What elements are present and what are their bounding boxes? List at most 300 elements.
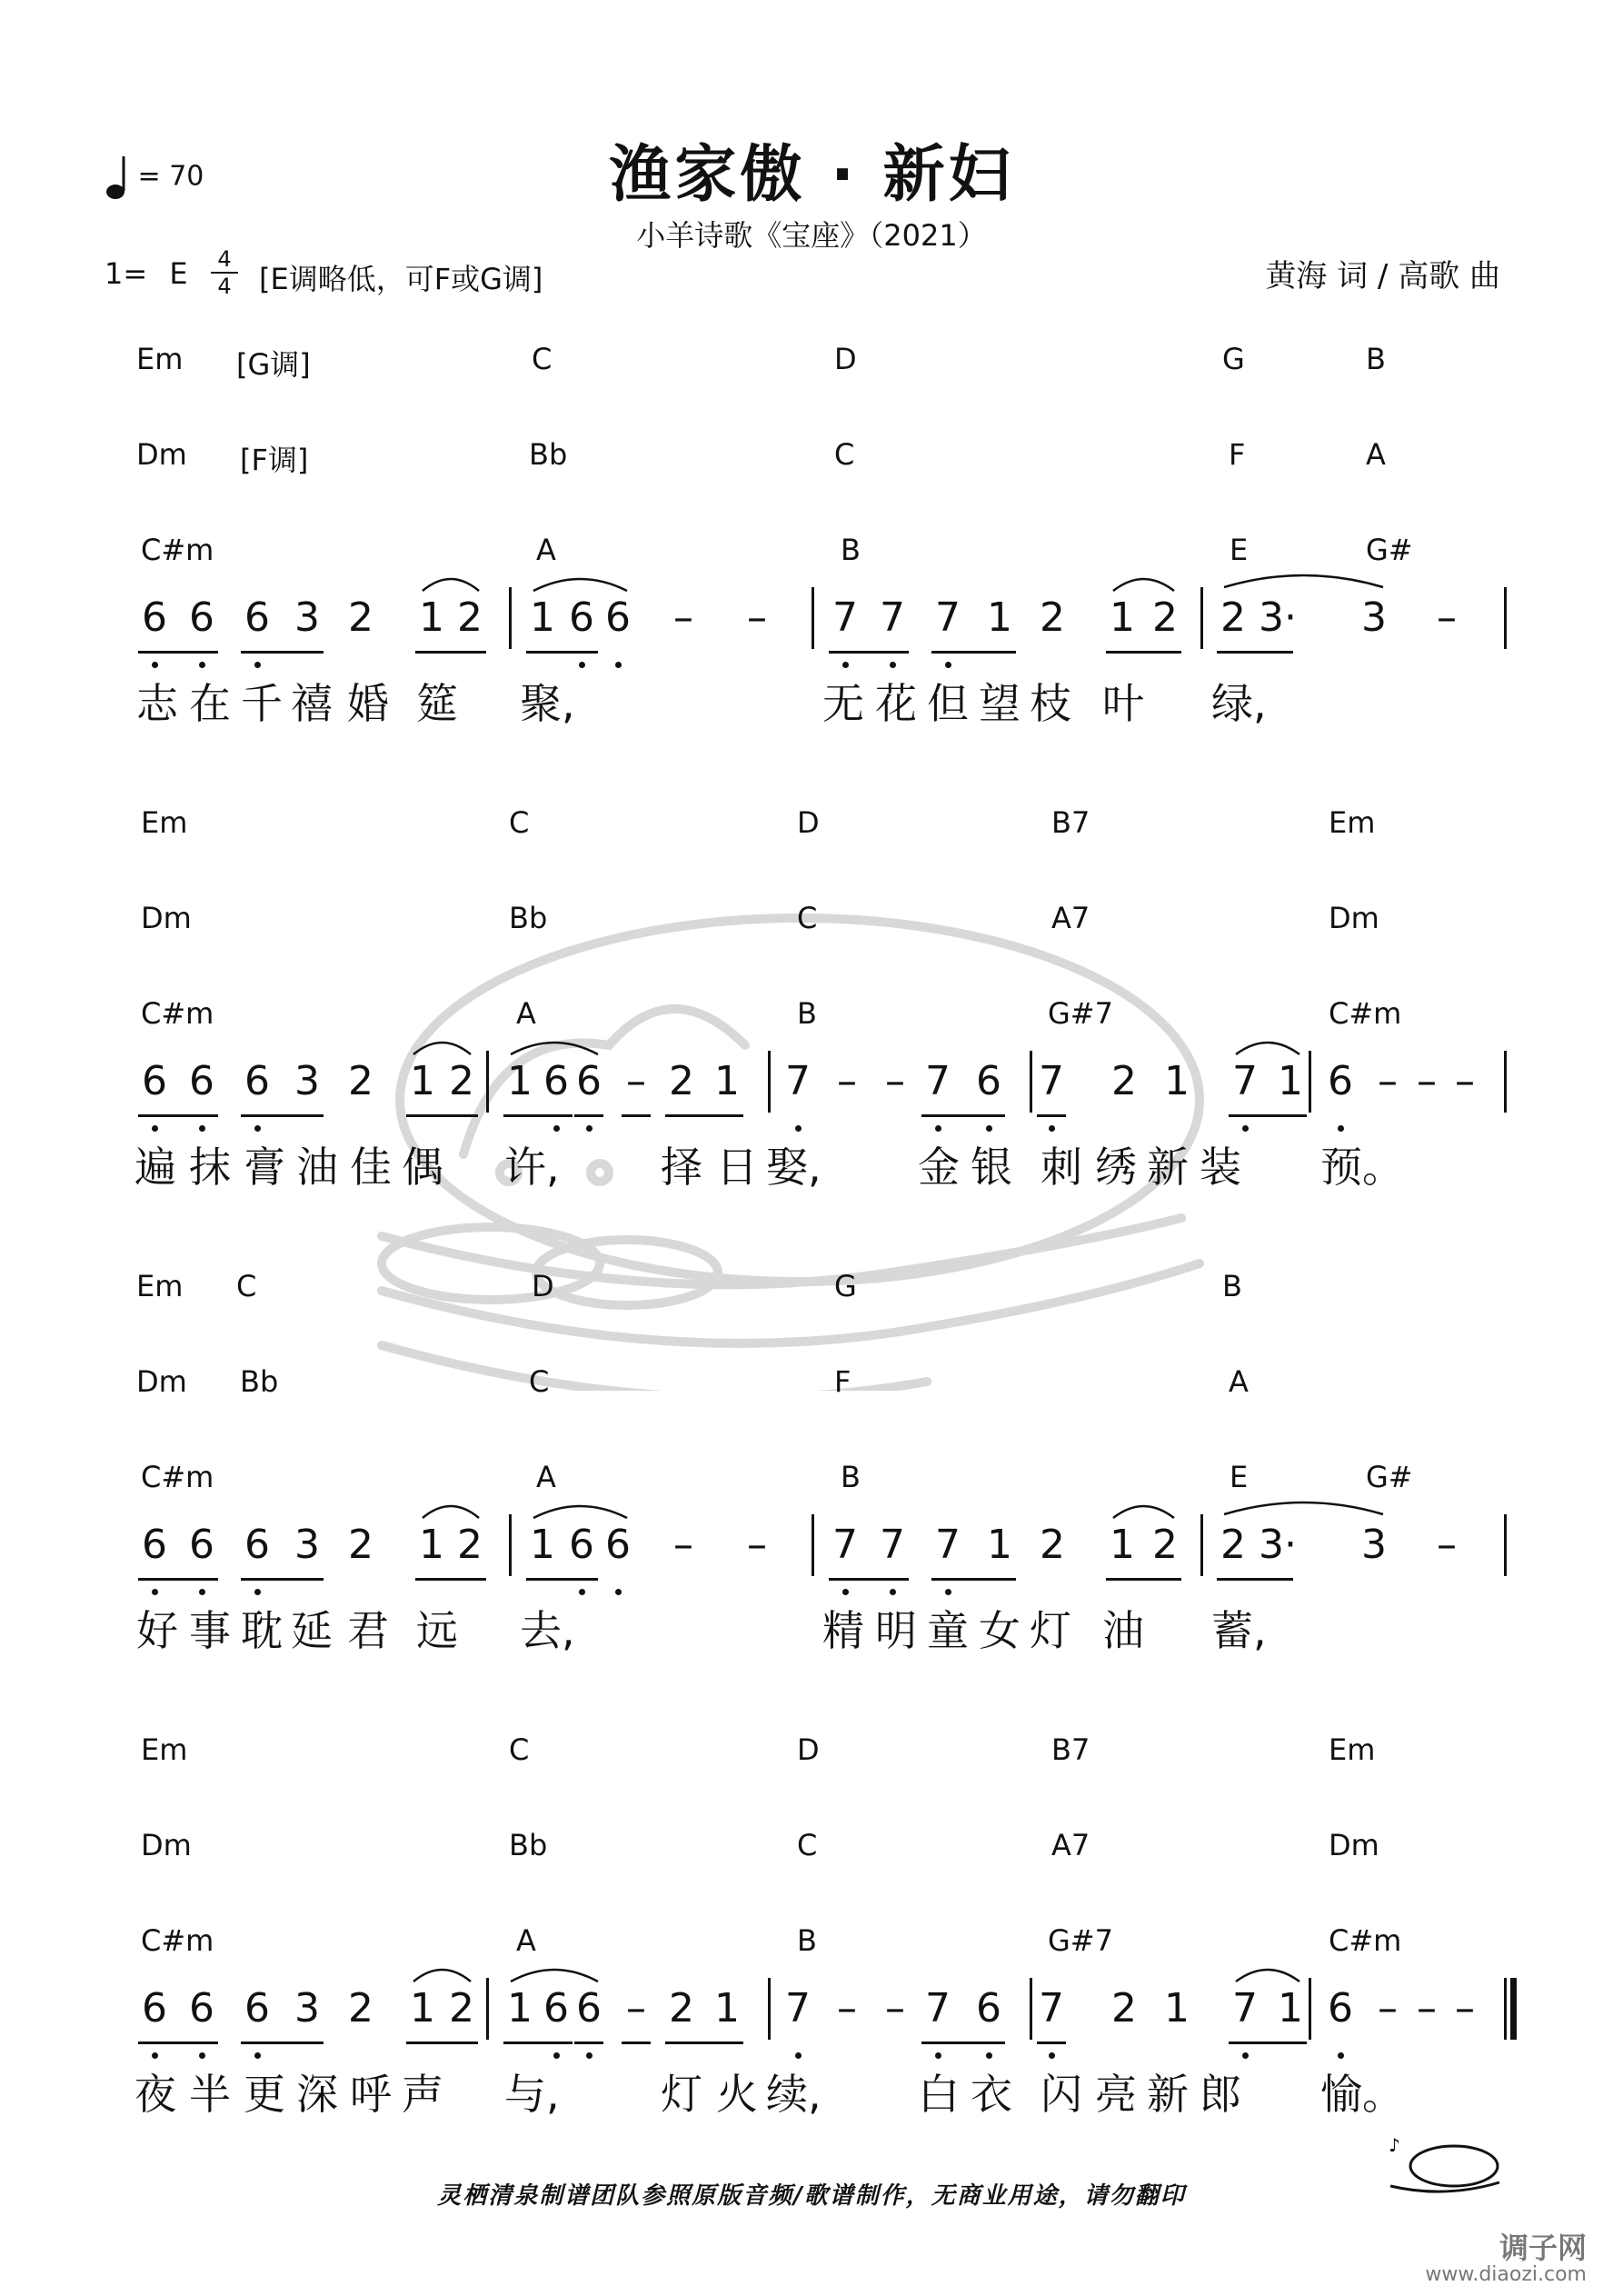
note-digit: 2 bbox=[669, 1985, 694, 2031]
low-octave-dot bbox=[615, 662, 622, 668]
chord-e-label: G#7 bbox=[1048, 1923, 1113, 1958]
note-digit: 6 bbox=[605, 594, 631, 641]
note-digit: 2 bbox=[457, 594, 483, 641]
lyric-char: 耽 bbox=[241, 1606, 283, 1655]
low-octave-dot bbox=[945, 1589, 951, 1595]
lyric-char: 油 bbox=[1102, 1606, 1144, 1655]
bar-line bbox=[812, 587, 814, 649]
note-digit: – bbox=[1455, 1985, 1475, 2031]
note-digit: 6 bbox=[605, 1522, 631, 1568]
chord-f-label: F bbox=[1229, 437, 1246, 472]
chord-e-label: G#7 bbox=[1048, 996, 1113, 1031]
lyric-char: 绣 bbox=[1095, 1143, 1137, 1192]
note-digit: 1 bbox=[530, 594, 555, 641]
eighth-note-beam bbox=[415, 1578, 486, 1581]
lyric-char: 夜 bbox=[134, 2070, 176, 2119]
low-octave-dot bbox=[199, 662, 205, 668]
eighth-note-beam bbox=[665, 2041, 743, 2044]
low-octave-dot bbox=[945, 662, 951, 668]
note-digit: 2 bbox=[348, 594, 373, 641]
low-octave-dot bbox=[935, 2052, 941, 2059]
eighth-note-beam bbox=[526, 1578, 598, 1581]
slur bbox=[423, 1506, 479, 1518]
note-digit: 6 bbox=[576, 1058, 602, 1104]
composer-credit: 黄海 词 / 高歌 曲 bbox=[1265, 258, 1500, 294]
low-octave-dot bbox=[1049, 1125, 1055, 1132]
note-digit: 7 bbox=[1039, 1058, 1064, 1104]
lyric-char: 佳 bbox=[350, 1143, 392, 1192]
note-digit: – bbox=[1417, 1985, 1437, 2031]
note-digit: – bbox=[1437, 594, 1457, 641]
chord-f-label: C bbox=[797, 1828, 818, 1862]
bar-line bbox=[1200, 1514, 1203, 1576]
lyric-char: 远 bbox=[416, 1606, 458, 1655]
note-digit: 6 bbox=[244, 594, 270, 641]
note-digit: 1 bbox=[1278, 1058, 1303, 1104]
eighth-note-beam bbox=[574, 2041, 603, 2044]
lyric-char: 半 bbox=[189, 2070, 231, 2119]
chord-f-label: A7 bbox=[1051, 901, 1090, 935]
lyric-char: 更 bbox=[244, 2070, 285, 2119]
chord-e-label: C#m bbox=[141, 533, 214, 567]
note-digit: 6 bbox=[543, 1058, 569, 1104]
key-signature bbox=[105, 246, 543, 299]
lyric-char: 亮 bbox=[1095, 2070, 1137, 2119]
note-digit: 1 bbox=[1110, 1522, 1135, 1568]
chord-g-label: Em bbox=[136, 342, 184, 376]
slur bbox=[533, 1506, 627, 1518]
note-digit: 6 bbox=[244, 1058, 270, 1104]
chord-g-label: C bbox=[509, 805, 530, 840]
note-digit: 3 bbox=[294, 1058, 320, 1104]
chord-e-label: C#m bbox=[1329, 1923, 1402, 1958]
low-octave-dot bbox=[199, 1125, 205, 1132]
note-digit: – bbox=[885, 1985, 905, 2031]
eighth-note-beam bbox=[1106, 651, 1181, 654]
note-digit: 2 bbox=[457, 1522, 483, 1568]
note-digit: 2 bbox=[669, 1058, 694, 1104]
note-digit: 1 bbox=[1278, 1985, 1303, 2031]
song-subtitle: 小羊诗歌《宝座》（2021） bbox=[636, 218, 987, 253]
chord-g-label: C bbox=[509, 1732, 530, 1767]
lyric-char: 呼 bbox=[350, 2070, 392, 2119]
note-digit: 7 bbox=[832, 1522, 858, 1568]
chord-g-label: B7 bbox=[1051, 805, 1090, 840]
chord-e-label: E bbox=[1230, 533, 1249, 567]
eighth-note-beam bbox=[138, 1114, 218, 1117]
slur bbox=[533, 579, 627, 591]
lyric-char: 但 bbox=[927, 679, 969, 728]
eighth-note-beam bbox=[931, 1578, 1016, 1581]
chord-g-label: [G调] bbox=[236, 347, 311, 382]
note-digit: – bbox=[747, 594, 767, 641]
low-octave-dot bbox=[553, 2052, 560, 2059]
final-bar-line bbox=[1510, 1978, 1517, 2040]
eighth-note-beam bbox=[1229, 1114, 1307, 1117]
chord-e-label: B bbox=[797, 996, 817, 1031]
low-octave-dot bbox=[152, 662, 158, 668]
lyric-char: 愉。 bbox=[1320, 2070, 1404, 2119]
lyric-char: 遍 bbox=[134, 1143, 176, 1192]
slur bbox=[1236, 1043, 1299, 1054]
lyric-char: 膏 bbox=[244, 1143, 285, 1192]
note-digit: – bbox=[1417, 1058, 1437, 1104]
lyric-char: 无 bbox=[822, 679, 864, 728]
slur bbox=[1113, 579, 1174, 591]
chord-g-label: Em bbox=[141, 1732, 188, 1767]
note-digit: 6 bbox=[244, 1522, 270, 1568]
lyric-char: 闪 bbox=[1041, 2070, 1082, 2119]
note-digit: 1 bbox=[530, 1522, 555, 1568]
chord-f-label: C bbox=[797, 901, 818, 935]
footer-note: 灵栖清泉制谱团队参照原版音频/歌谱制作，无商业用途，请勿翻印 bbox=[437, 2182, 1186, 2210]
eighth-note-beam bbox=[622, 1114, 651, 1117]
note-digit: 6 bbox=[543, 1985, 569, 2031]
lyric-char: 蓄, bbox=[1211, 1606, 1267, 1655]
low-octave-dot bbox=[199, 2052, 205, 2059]
note-digit: 7 bbox=[1232, 1058, 1258, 1104]
lyric-char: 续, bbox=[766, 2070, 821, 2119]
lyric-char: 望 bbox=[979, 679, 1021, 728]
note-digit: 6 bbox=[189, 1985, 214, 2031]
low-octave-dot bbox=[935, 1125, 941, 1132]
note-digit: – bbox=[1378, 1985, 1398, 2031]
bar-line bbox=[1030, 1978, 1032, 2040]
bar-line bbox=[1030, 1051, 1032, 1113]
note-digit: 1 bbox=[1164, 1058, 1190, 1104]
chord-f-label: [F调] bbox=[240, 443, 309, 477]
note-digit: 3· bbox=[1259, 1522, 1297, 1568]
note-digit: 7 bbox=[925, 1058, 951, 1104]
note-digit: 3 bbox=[294, 1985, 320, 2031]
lyric-char: 新 bbox=[1147, 2070, 1189, 2119]
note-digit: 1 bbox=[410, 1985, 435, 2031]
note-digit: 7 bbox=[1039, 1985, 1064, 2031]
site-name: 调子网 bbox=[1499, 2231, 1587, 2265]
note-digit: – bbox=[673, 594, 693, 641]
lyric-char: 油 bbox=[296, 1143, 338, 1192]
low-octave-dot bbox=[586, 2052, 592, 2059]
lyric-char: 白 bbox=[918, 2070, 960, 2119]
bar-line bbox=[1504, 1514, 1507, 1576]
lyric-char: 筵 bbox=[416, 679, 458, 728]
low-octave-dot bbox=[254, 1125, 261, 1132]
lyric-char: 灯 bbox=[661, 2070, 702, 2119]
note-digit: 3 bbox=[1361, 594, 1387, 641]
note-digit: 6 bbox=[189, 594, 214, 641]
low-octave-dot bbox=[152, 1589, 158, 1595]
chord-f-label: Bb bbox=[529, 437, 568, 472]
chord-g-label: D bbox=[532, 1269, 554, 1303]
low-octave-dot bbox=[579, 662, 585, 668]
low-octave-dot bbox=[986, 1125, 992, 1132]
note-digit: 7 bbox=[785, 1058, 811, 1104]
chord-g-label: Em bbox=[136, 1269, 184, 1303]
lyric-char: 精 bbox=[822, 1606, 864, 1655]
time-signature bbox=[211, 247, 238, 298]
chord-f-label: Dm bbox=[136, 1364, 187, 1399]
bar-line bbox=[768, 1978, 771, 2040]
low-octave-dot bbox=[254, 1589, 261, 1595]
chord-f-label: F bbox=[834, 1364, 851, 1399]
low-octave-dot bbox=[152, 2052, 158, 2059]
eighth-note-beam bbox=[415, 651, 486, 654]
lyric-char: 花 bbox=[875, 679, 917, 728]
chord-e-label: A bbox=[536, 1460, 556, 1494]
low-octave-dot bbox=[1242, 1125, 1249, 1132]
note-digit: 2 bbox=[1040, 1522, 1065, 1568]
eighth-note-beam bbox=[1037, 1114, 1066, 1117]
chord-g-label: D bbox=[797, 805, 820, 840]
note-digit: – bbox=[626, 1058, 646, 1104]
note-digit: 7 bbox=[935, 1522, 961, 1568]
lyric-char: 抹 bbox=[189, 1143, 231, 1192]
eighth-note-beam bbox=[1217, 651, 1293, 654]
low-octave-dot bbox=[1242, 2052, 1249, 2059]
lyric-char: 聚, bbox=[520, 679, 575, 728]
note-digit: 6 bbox=[142, 1522, 167, 1568]
note-digit: 7 bbox=[785, 1985, 811, 2031]
low-octave-dot bbox=[615, 1589, 622, 1595]
lyric-char: 事 bbox=[189, 1606, 231, 1655]
note-digit: 1 bbox=[714, 1985, 740, 2031]
lyric-char: 明 bbox=[875, 1606, 917, 1655]
low-octave-dot bbox=[199, 1589, 205, 1595]
note-digit: 7 bbox=[925, 1985, 951, 2031]
note-digit: – bbox=[1437, 1522, 1457, 1568]
note-digit: 3 bbox=[1361, 1522, 1387, 1568]
lyric-char: 偶 bbox=[402, 1143, 443, 1192]
eighth-note-beam bbox=[241, 651, 324, 654]
eighth-note-beam bbox=[1229, 2041, 1307, 2044]
eighth-note-beam bbox=[526, 651, 598, 654]
chord-f-label: Dm bbox=[141, 1828, 192, 1862]
note-digit: 6 bbox=[142, 594, 167, 641]
note-digit: 6 bbox=[189, 1058, 214, 1104]
chord-e-label: A bbox=[536, 533, 556, 567]
chord-g-label: G bbox=[1222, 342, 1245, 376]
slur bbox=[423, 579, 479, 591]
low-octave-dot bbox=[890, 1589, 896, 1595]
low-octave-dot bbox=[1049, 2052, 1055, 2059]
lyric-char: 千 bbox=[241, 679, 283, 728]
lyric-char: 预。 bbox=[1320, 1143, 1404, 1192]
key-note-text: [E调略低，可F或G调] bbox=[259, 262, 543, 296]
bar-line bbox=[1309, 1051, 1311, 1113]
lyric-char: 枝 bbox=[1030, 679, 1071, 728]
note-digit: 2 bbox=[1220, 1522, 1246, 1568]
note-digit: 1 bbox=[1110, 594, 1135, 641]
low-octave-dot bbox=[579, 1589, 585, 1595]
note-digit: 7 bbox=[1232, 1985, 1258, 2031]
low-octave-dot bbox=[254, 2052, 261, 2059]
note-digit: 7 bbox=[880, 1522, 905, 1568]
note-digit: 1 bbox=[987, 594, 1012, 641]
eighth-note-beam bbox=[406, 1114, 478, 1117]
lyric-char: 延 bbox=[291, 1606, 333, 1655]
lyric-char: 灯 bbox=[1030, 1606, 1071, 1655]
note-digit: 6 bbox=[142, 1058, 167, 1104]
eighth-note-beam bbox=[138, 1578, 218, 1581]
lyric-char: 君 bbox=[347, 1606, 389, 1655]
note-digit: 1 bbox=[1164, 1985, 1190, 2031]
note-digit: 6 bbox=[142, 1985, 167, 2031]
note-digit: 2 bbox=[1152, 594, 1178, 641]
eighth-note-beam bbox=[138, 651, 218, 654]
chord-g-label: D bbox=[834, 342, 857, 376]
chord-g-label: C bbox=[532, 342, 553, 376]
low-octave-dot bbox=[1338, 2052, 1344, 2059]
note-digit: 1 bbox=[419, 1522, 444, 1568]
lyric-char: 与, bbox=[504, 2070, 560, 2119]
eighth-note-beam bbox=[931, 651, 1016, 654]
note-digit: 6 bbox=[189, 1522, 214, 1568]
tempo-value: = 70 bbox=[137, 160, 204, 193]
low-octave-dot bbox=[795, 2052, 802, 2059]
time-denominator: 4 bbox=[217, 274, 232, 299]
svg-text:♪: ♪ bbox=[1389, 2134, 1400, 2156]
eighth-note-beam bbox=[503, 2041, 573, 2044]
chord-e-label: G# bbox=[1366, 1460, 1413, 1494]
note-digit: – bbox=[1455, 1058, 1475, 1104]
note-digit: 7 bbox=[935, 594, 961, 641]
chord-e-label: A bbox=[516, 996, 536, 1031]
slur bbox=[1113, 1506, 1174, 1518]
lyric-char: 禧 bbox=[291, 679, 333, 728]
note-digit: 7 bbox=[832, 594, 858, 641]
low-octave-dot bbox=[586, 1125, 592, 1132]
lyric-char: 日 bbox=[716, 1143, 758, 1192]
tie bbox=[1224, 1502, 1383, 1514]
chord-f-label: Dm bbox=[1329, 1828, 1379, 1862]
low-octave-dot bbox=[842, 662, 849, 668]
chord-f-label: Dm bbox=[1329, 901, 1379, 935]
lyric-char: 女 bbox=[979, 1606, 1021, 1655]
chord-g-label: B7 bbox=[1051, 1732, 1090, 1767]
bar-line bbox=[486, 1978, 489, 2040]
lyric-char: 声 bbox=[402, 2070, 443, 2119]
note-digit: 7 bbox=[880, 594, 905, 641]
lyric-char: 金 bbox=[918, 1143, 960, 1192]
note-digit: 3 bbox=[294, 1522, 320, 1568]
bar-line bbox=[509, 587, 512, 649]
low-octave-dot bbox=[1338, 1125, 1344, 1132]
song-title: 渔家傲 · 新妇 bbox=[609, 139, 1014, 211]
slur bbox=[1236, 1970, 1299, 1982]
note-digit: 6 bbox=[569, 594, 594, 641]
chord-g-label: B bbox=[1222, 1269, 1242, 1303]
chord-g-label: C bbox=[236, 1269, 257, 1303]
bar-line bbox=[509, 1514, 512, 1576]
eighth-note-beam bbox=[574, 1114, 603, 1117]
lyric-char: 装 bbox=[1200, 1143, 1241, 1192]
eighth-note-beam bbox=[138, 2041, 218, 2044]
eighth-note-beam bbox=[829, 651, 909, 654]
note-digit: – bbox=[1378, 1058, 1398, 1104]
note-digit: 3 bbox=[294, 594, 320, 641]
bar-line bbox=[1504, 1051, 1507, 1113]
lyric-char: 绿, bbox=[1211, 679, 1267, 728]
lyric-char: 银 bbox=[971, 1143, 1012, 1192]
eighth-note-beam bbox=[241, 1578, 324, 1581]
eighth-note-beam bbox=[241, 2041, 324, 2044]
chord-f-label: Bb bbox=[509, 1828, 548, 1862]
chord-e-label: C#m bbox=[1329, 996, 1402, 1031]
lyric-char: 好 bbox=[136, 1606, 178, 1655]
low-octave-dot bbox=[254, 662, 261, 668]
chord-f-label: A bbox=[1229, 1364, 1249, 1399]
lyric-char: 衣 bbox=[971, 2070, 1012, 2119]
eighth-note-beam bbox=[829, 1578, 909, 1581]
chord-e-label: B bbox=[797, 1923, 817, 1958]
note-digit: 2 bbox=[449, 1058, 474, 1104]
bar-line bbox=[1309, 1978, 1311, 2040]
eighth-note-beam bbox=[1106, 1578, 1181, 1581]
low-octave-dot bbox=[553, 1125, 560, 1132]
lyric-char: 志 bbox=[136, 679, 178, 728]
note-digit: 6 bbox=[1328, 1058, 1353, 1104]
chord-g-label: Em bbox=[1329, 1732, 1376, 1767]
chord-f-label: Dm bbox=[141, 901, 192, 935]
note-digit: 6 bbox=[1328, 1985, 1353, 2031]
note-digit: 2 bbox=[348, 1058, 373, 1104]
note-digit: 2 bbox=[348, 1985, 373, 2031]
chord-e-label: A bbox=[516, 1923, 536, 1958]
note-digit: 2 bbox=[348, 1522, 373, 1568]
note-digit: – bbox=[885, 1058, 905, 1104]
low-octave-dot bbox=[842, 1589, 849, 1595]
eighth-note-beam bbox=[622, 2041, 651, 2044]
note-digit: 1 bbox=[714, 1058, 740, 1104]
lyric-char: 火 bbox=[716, 2070, 758, 2119]
bar-line bbox=[812, 1514, 814, 1576]
note-digit: 1 bbox=[507, 1058, 533, 1104]
lyric-char: 许, bbox=[504, 1143, 560, 1192]
note-digit: 2 bbox=[1111, 1985, 1137, 2031]
note-digit: – bbox=[837, 1985, 857, 2031]
note-digit: 6 bbox=[576, 1985, 602, 2031]
chord-g-label: G bbox=[834, 1269, 857, 1303]
note-digit: – bbox=[673, 1522, 693, 1568]
note-digit: 2 bbox=[1152, 1522, 1178, 1568]
chord-e-label: C#m bbox=[141, 1923, 214, 1958]
eighth-note-beam bbox=[921, 1114, 1005, 1117]
chord-f-label: C bbox=[834, 437, 855, 472]
chord-e-label: C#m bbox=[141, 996, 214, 1031]
eighth-note-beam bbox=[241, 1114, 324, 1117]
lyric-char: 择 bbox=[661, 1143, 702, 1192]
note-digit: 6 bbox=[244, 1985, 270, 2031]
note-digit: 1 bbox=[419, 594, 444, 641]
note-digit: 6 bbox=[976, 1058, 1001, 1104]
lyric-char: 娶, bbox=[766, 1143, 821, 1192]
chord-g-label: Em bbox=[1329, 805, 1376, 840]
note-digit: 6 bbox=[569, 1522, 594, 1568]
eighth-note-beam bbox=[1037, 2041, 1066, 2044]
key-label: 1= bbox=[105, 256, 148, 291]
bar-line bbox=[1504, 587, 1507, 649]
bar-line bbox=[486, 1051, 489, 1113]
chord-f-label: Bb bbox=[509, 901, 548, 935]
tie bbox=[1224, 575, 1383, 587]
eighth-note-beam bbox=[406, 2041, 478, 2044]
chord-f-label: A7 bbox=[1051, 1828, 1090, 1862]
chord-f-label: Bb bbox=[240, 1364, 279, 1399]
chord-f-label: Dm bbox=[136, 437, 187, 472]
note-digit: – bbox=[747, 1522, 767, 1568]
note-digit: 2 bbox=[449, 1985, 474, 2031]
lyric-char: 郎 bbox=[1200, 2070, 1241, 2119]
